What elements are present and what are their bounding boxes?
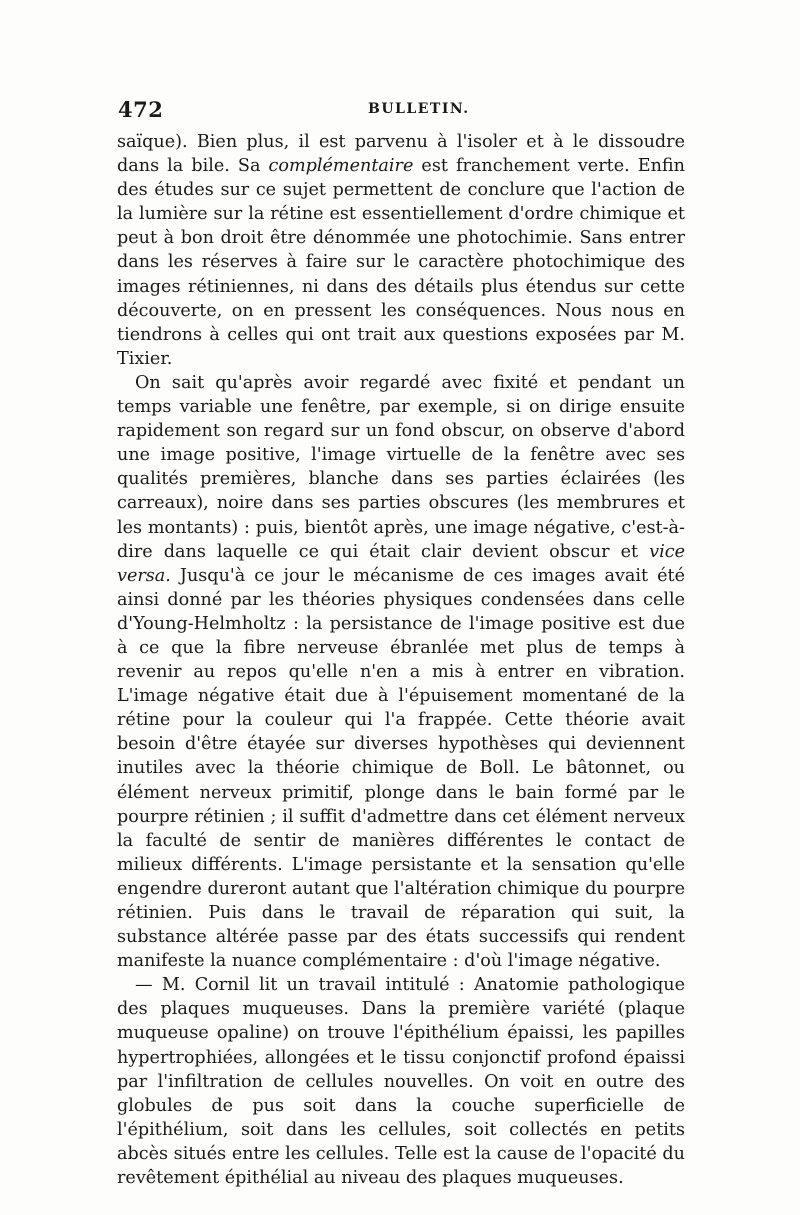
body-text <box>117 130 685 1190</box>
text-segment: Jusqu'à ce jour le mécanisme de ces images avait été ainsi donné par les théories physiques condensées dans celle d'Young-Helmholtz : la persistance de l'image positive est due à ce que la fibre nerveuse ébranlée met plus de temps à revenir au repos qu'elle n'en a mis à entrer en vibration. L'image négative était due à l'épuisement momentané de la rétine pour la couleur qui l'a frappée. Cette théorie avait besoin d'être étayée sur diverses hypothèses qui deviennent inutiles avec la théorie chimique de Boll. Le bâtonnet, ou élément nerveux primitif, plonge dans le bain formé par le pourpre rétinien ; il suffit d'admettre dans cet élément nerveux la faculté de sentir de manières différentes le contact de milieux différents. L'image persistante et la sensation qu'elle engendre dureront autant que l'altération chimique du pourpre rétinien. Puis dans le travail de réparation qui suit, la substance altérée passe par des états successifs qui rendent manifeste la nuance complémentaire : d'où l'image négative. <box>117 565 685 972</box>
text-segment: — M. Cornil lit un travail intitulé : Anatomie pathologique des plaques muqueuses. Dans la première variété (plaque muqueuse opaline) on trouve l'épithélium épaissi, les papilles hypertrophiées, allongées et le tissu conjonctif profond épaissi par l'infiltration de cellules nouvelles. On voit en outre des globules de pus soit dans la couche superficielle de l'épithélium, soit dans les cellules, soit collectés en petits abcès situés entre les cellules. Telle est la cause de l'opacité du revêtement épithélial au niveau des plaques muqueuses. <box>117 975 685 1189</box>
paragraph-after-images <box>117 371 685 973</box>
italic-term: complémentaire <box>268 156 414 177</box>
text-segment: saïque). Bien plus, il est parvenu à l'isoler et à le dissoudre dans la bile. Sa <box>117 132 685 177</box>
italic-term: vice versa. <box>117 541 685 586</box>
page-header <box>118 97 684 123</box>
paragraph-cornil <box>117 973 685 1190</box>
text-segment: est franchement verte. Enfin des études sur ce sujet permettent de conclure que l'action de la lumière sur la rétine est essentiellement d'ordre chimique et peut à bon droit être dénommée une photochimie. Sans entrer dans les réserves à faire sur le caractère photochimique des images rétiniennes, ni dans des détails plus étendus sur cette découverte, on en pressent les conséquences. Nous nous en tiendrons à celles qui ont trait aux questions exposées par M. Tixier. <box>117 156 685 369</box>
paragraph-continuation <box>117 130 685 371</box>
text-segment: On sait qu'après avoir regardé avec fixité et pendant un temps variable une fenêtre, par exemple, si on dirige ensuite rapidement son regard sur un fond obscur, on observe d'abord une image positive, l'image virtuelle de la fenêtre avec ses qualités premières, blanche dans ses parties éclairées (les carreaux), noire dans ses parties obscures (les membrures et les montants) : puis, bientôt après, une image négative, c'est-à-dire dans laquelle ce qui était clair devient obscur et <box>117 372 685 562</box>
page-number: 472 <box>118 97 164 122</box>
running-title: BULLETIN. <box>368 101 470 117</box>
